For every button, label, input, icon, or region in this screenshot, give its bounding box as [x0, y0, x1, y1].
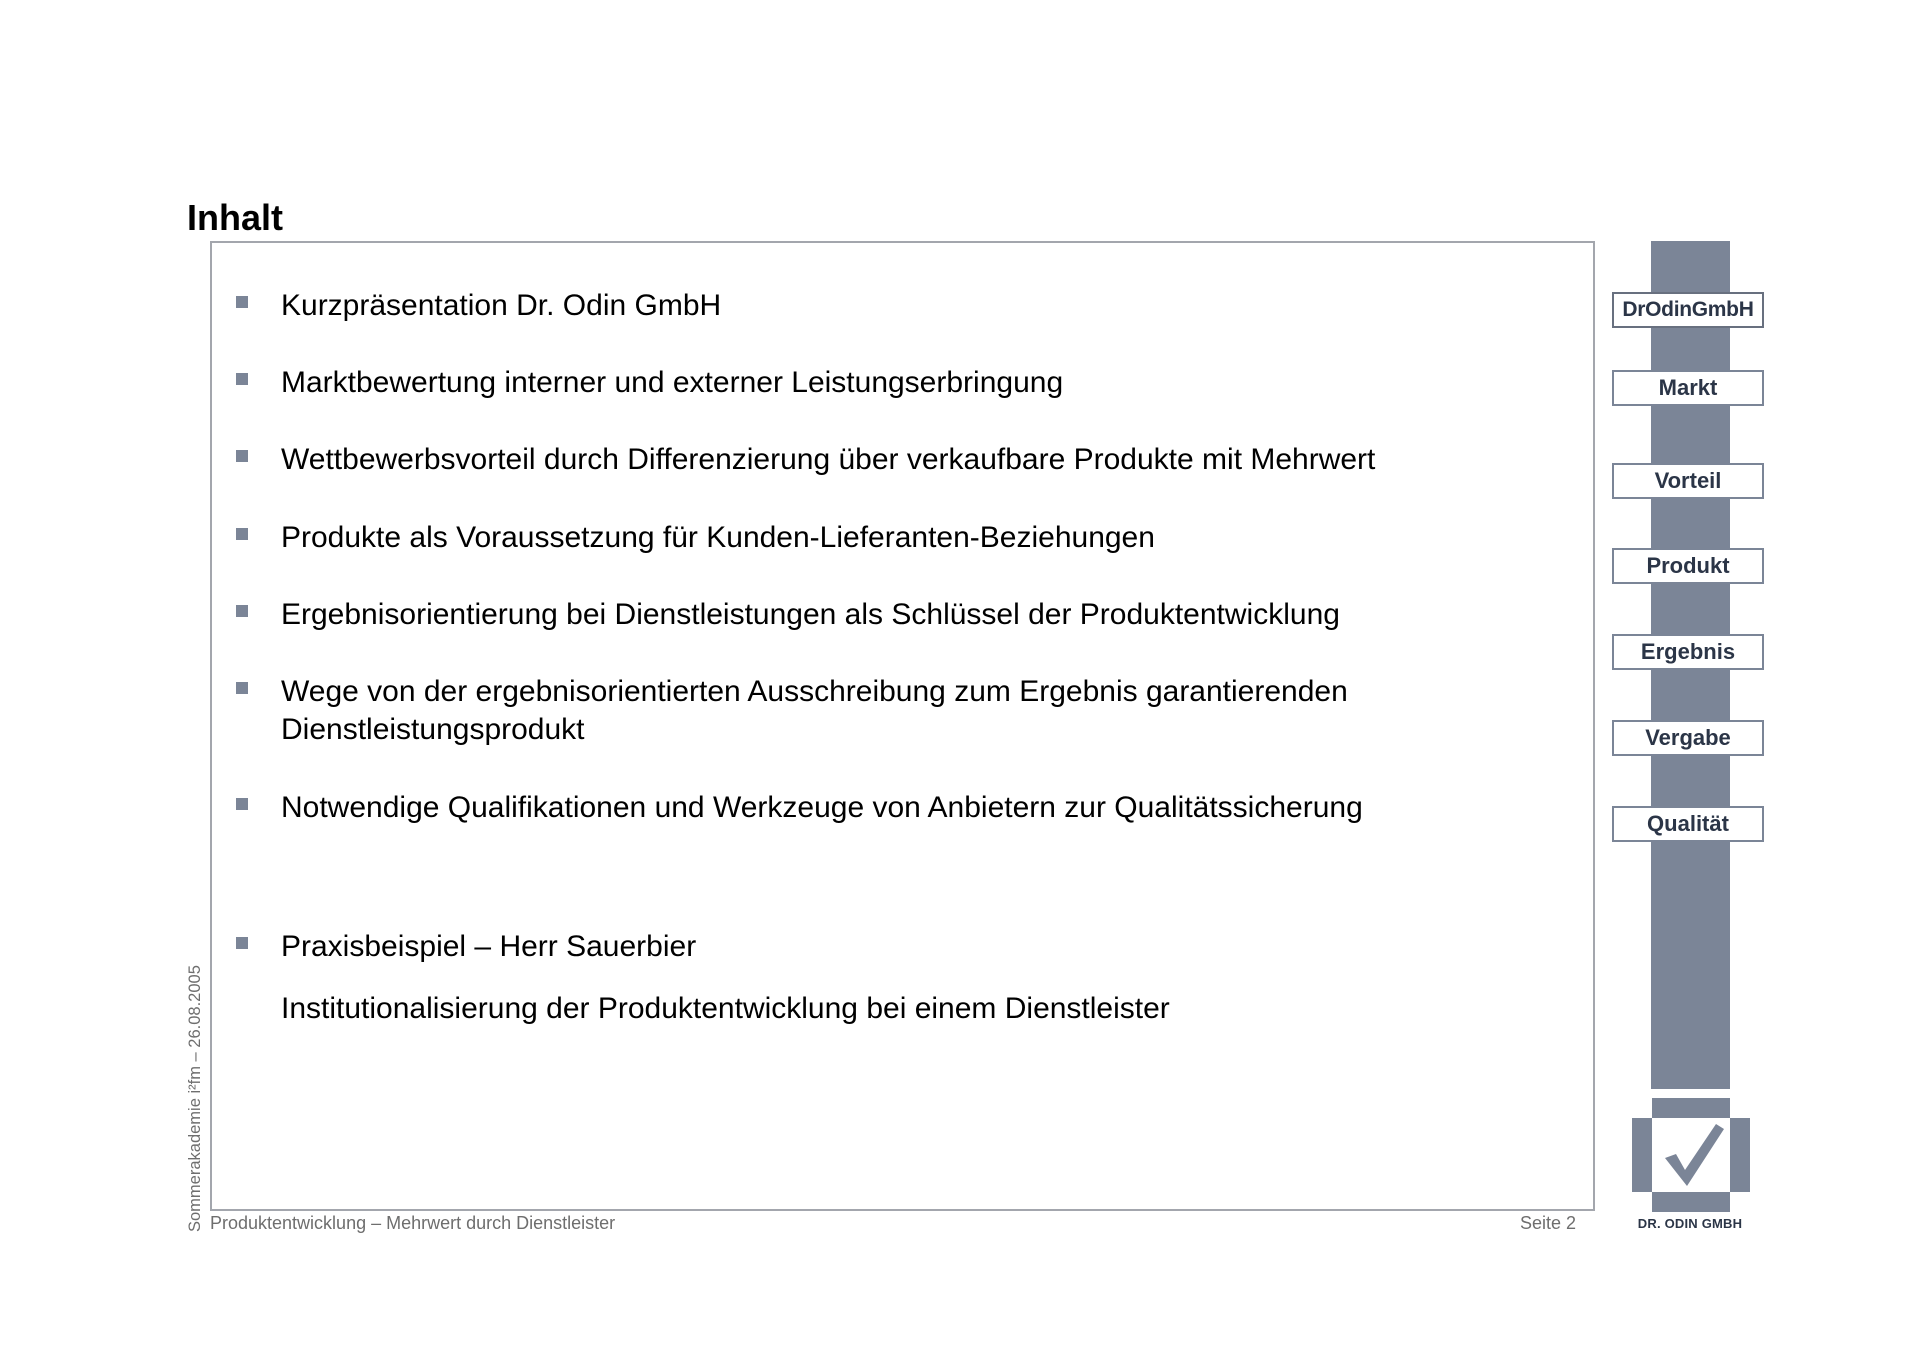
square-bullet-icon — [236, 798, 248, 810]
sidebar-tab-label: Produkt — [1646, 553, 1730, 578]
page-title: Inhalt — [187, 197, 283, 238]
agenda-item — [281, 287, 721, 325]
page-number: Seite 2 — [1520, 1213, 1577, 1233]
agenda-item — [281, 596, 1340, 634]
square-bullet-icon — [236, 373, 248, 385]
sidebar-tab-label: DrOdinGmbH — [1622, 298, 1754, 321]
sidebar-tab-drodingmbh[interactable] — [1612, 292, 1764, 328]
footer-title: Produktentwicklung – Mehrwert durch Dienstleister — [210, 1213, 616, 1233]
agenda-item — [281, 673, 1348, 749]
agenda-item-text: Praxisbeispiel – Herr Sauerbier — [281, 930, 697, 963]
agenda-item-text: Kurzpräsentation Dr. Odin GmbH — [281, 289, 722, 322]
sidebar-tab-ergebnis[interactable] — [1612, 634, 1764, 670]
agenda-item-text: Marktbewertung interner und externer Leistungserbringung — [281, 366, 1064, 399]
agenda-item — [281, 519, 1155, 557]
sidebar-tab-vorteil[interactable] — [1612, 463, 1764, 499]
square-bullet-icon — [236, 296, 248, 308]
agenda-item — [281, 364, 1063, 402]
square-bullet-icon — [236, 937, 248, 949]
sidebar-tab-qualitaet[interactable] — [1612, 806, 1764, 842]
square-bullet-icon — [236, 605, 248, 617]
agenda-item-text: Wettbewerbsvorteil durch Differenzierung über verkaufbare Produkte mit Mehrwert — [281, 443, 1376, 476]
agenda-item-text-line1: Wege von der ergebnisorientierten Ausschreibung zum Ergebnis garantierenden — [281, 675, 1348, 708]
sidebar-tab-label: Vorteil — [1654, 468, 1722, 493]
square-bullet-icon — [236, 682, 248, 694]
agenda-item — [281, 441, 1375, 479]
sidebar-tab-label: Vergabe — [1645, 725, 1731, 750]
sidebar-tab-label: Markt — [1658, 375, 1718, 400]
sidebar-tab-markt[interactable] — [1612, 370, 1764, 406]
sidebar-tab-label: Ergebnis — [1640, 639, 1736, 664]
sidebar-tab-label: Qualität — [1647, 811, 1729, 836]
event-caption: Sommerakademie i²fm – 26.08.2005 — [186, 965, 204, 1232]
company-logo-text: DR. ODIN GMBH — [1637, 1216, 1743, 1231]
square-bullet-icon — [236, 528, 248, 540]
agenda-item-text-line2: Dienstleistungsprodukt — [281, 713, 585, 746]
sidebar-tab-vergabe[interactable] — [1612, 720, 1764, 756]
agenda-item — [281, 928, 1170, 1028]
agenda-item-subtext: Institutionalisierung der Produktentwicklung bei einem Dienstleister — [281, 992, 1170, 1025]
agenda-item — [281, 789, 1363, 827]
agenda-item-text: Produkte als Voraussetzung für Kunden-Lieferanten-Beziehungen — [281, 521, 1155, 554]
sidebar-tab-produkt[interactable] — [1612, 548, 1764, 584]
agenda-item-text: Notwendige Qualifikationen und Werkzeuge von Anbietern zur Qualitätssicherung — [281, 791, 1363, 824]
checkmark-logo-icon — [1632, 1098, 1750, 1212]
content-frame — [210, 241, 1595, 1211]
square-bullet-icon — [236, 450, 248, 462]
agenda-item-text: Ergebnisorientierung bei Dienstleistungen als Schlüssel der Produktentwicklung — [281, 598, 1340, 631]
